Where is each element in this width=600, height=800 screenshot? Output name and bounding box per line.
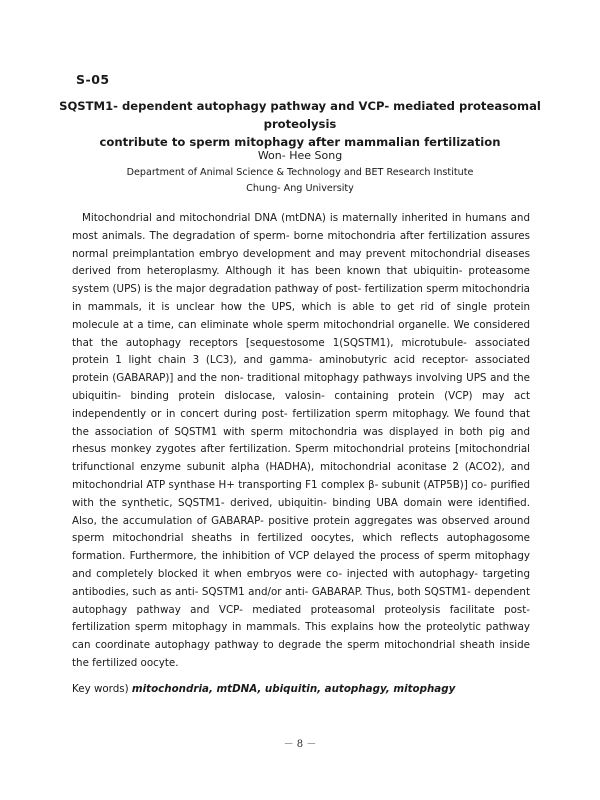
author-name: Won- Hee Song	[257, 149, 343, 162]
page-number: － 8 －	[283, 739, 317, 750]
keywords-label: Key words)	[72, 683, 129, 695]
title-line-2: contribute to sperm mitophagy after mammalian fertilization	[99, 135, 501, 149]
keywords-terms: mitochondria, mtDNA, ubiquitin, autophagy, mitophagy	[131, 683, 456, 695]
paper-title	[40, 97, 560, 151]
author-affiliation	[40, 165, 560, 196]
title-line-1: SQSTM1- dependent autophagy pathway and VCP- mediated proteasomal proteolysis	[59, 99, 541, 131]
abstract-body: Mitochondrial and mitochondrial DNA (mtDNA) is maternally inherited in humans and most animals. The degradation of sperm- borne mitochondria after fertilization assures normal preimplantation embryo development and may prevent mitochondrial diseases derived from heteroplasmy. Although it has been known that ubiquitin- proteasome system (UPS) is the major degradation pathway of post- fertilization sperm mitochondria in mammals, it is unclear how the UPS, which is able to get rid of single protein molecule at a time, can eliminate whole sperm mitochondrial organelle. We considered that the autophagy receptors [sequestosome 1(SQSTM1), microtubule- associated protein 1 light chain 3 (LC3), and gamma- aminobutyric acid receptor- associated protein (GABARAP)] and the non- traditional mitophagy pathways involving UPS and the ubiquitin- binding protein dislocase, valosin- containing protein (VCP) may act independently or in concert during post- fertilization sperm mitophagy. We found that the association of SQSTM1 with sperm mitochondria was displayed in both pig and rhesus monkey zygotes after fertilization. Sperm mitochondrial proteins [mitochondrial trifunctional enzyme subunit alpha (HADHA), mitochondrial aconitase 2 (ACO2), and mitochondrial ATP synthase H+ transporting F1 complex β- subunit (ATP5B)] co- purified with the synthetic, SQSTM1- derived, ubiquitin- binding UBA domain were identified. Also, the accumulation of GABARAP- positive protein aggregates was observed around sperm mitochondrial sheaths in fertilized oocytes, which reflects autophagosome formation. Furthermore, the inhibition of VCP delayed the process of sperm mitophagy and completely blocked it when embryos were co- injected with autophagy- targeting antibodies, such as anti- SQSTM1 and/or anti- GABARAP. Thus, both SQSTM1- dependent autophagy pathway and VCP- mediated proteasomal proteolysis facilitate post- fertilization sperm mitophagy in mammals. This explains how the proteolytic pathway can coordinate autophagy pathway to degrade the sperm mitochondrial sheath inside the fertilized oocyte.	[72, 212, 530, 669]
affiliation-line-2: Chung- Ang University	[246, 182, 354, 194]
keywords	[72, 682, 532, 696]
session-id: S-05	[76, 72, 110, 87]
affiliation-line-1: Department of Animal Science & Technology and BET Research Institute	[126, 167, 474, 178]
